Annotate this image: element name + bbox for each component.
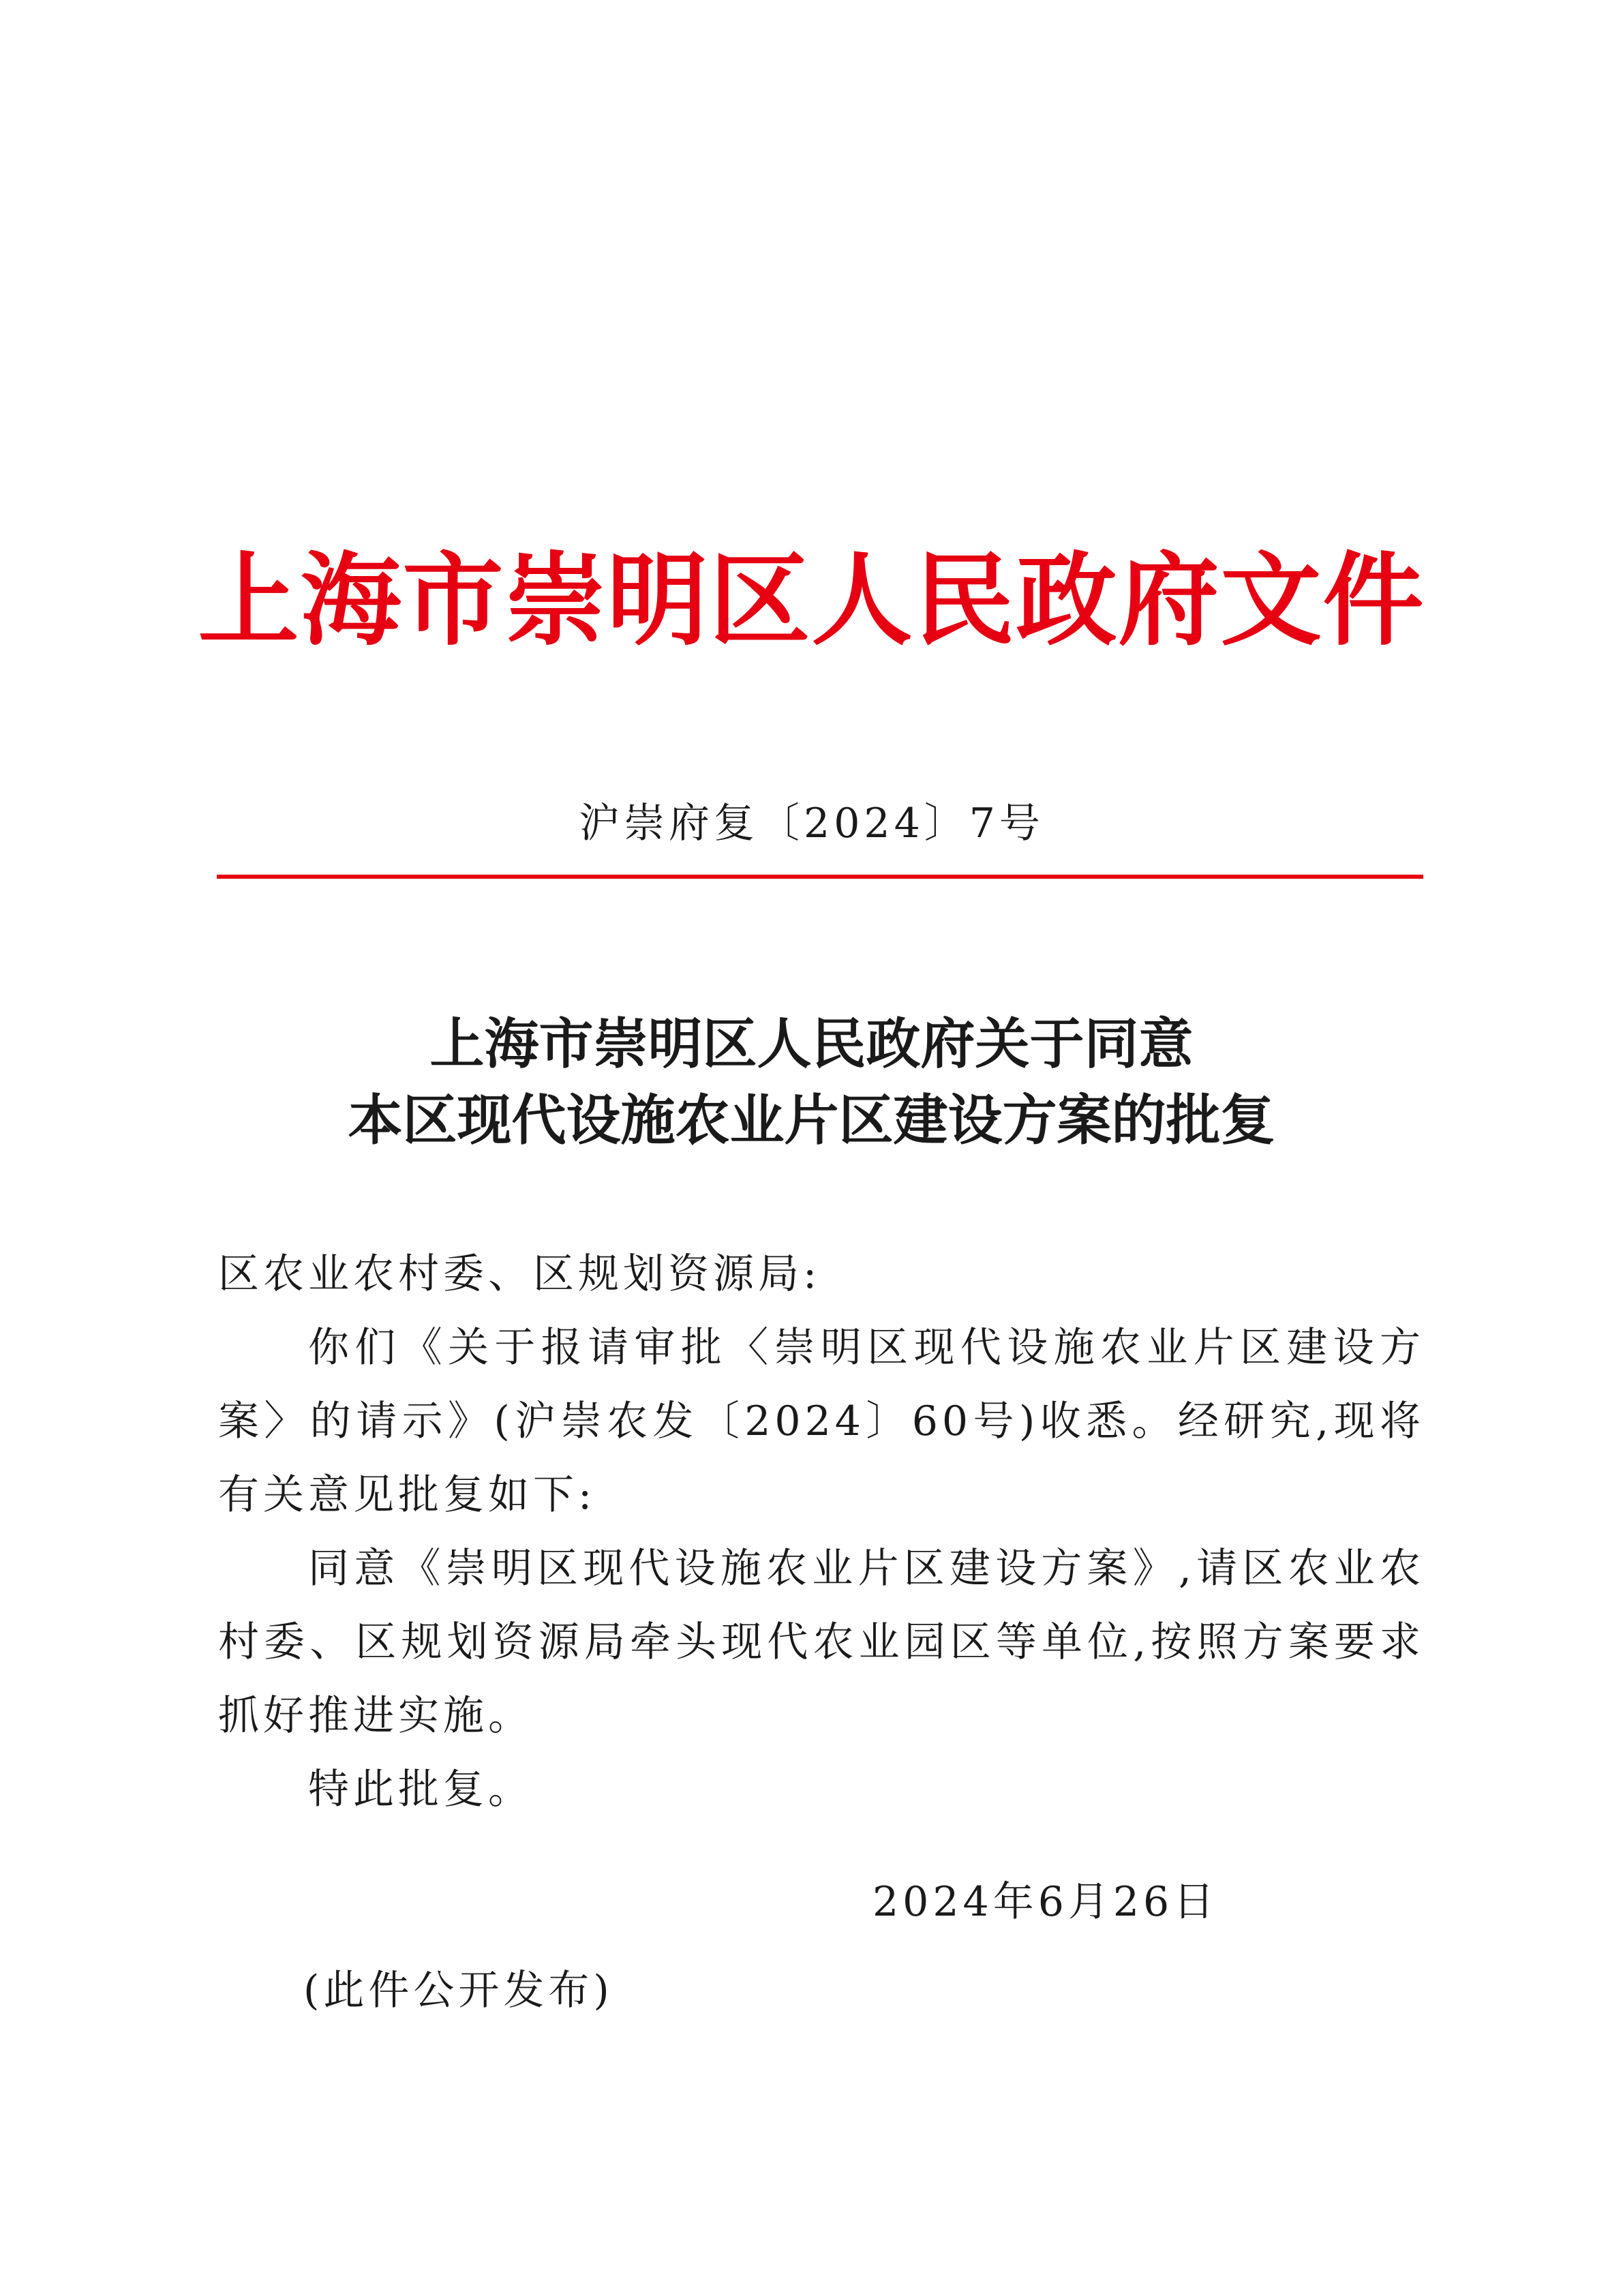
body-paragraph-2: 同意《崇明区现代设施农业片区建设方案》,请区农业农村委、区规划资源局牵头现代农业园区等单位,按照方案要求抓好推进实施。 (218, 1545, 1425, 1740)
title-line-1: 上海市崇明区人民政府关于同意 (429, 1012, 1194, 1076)
issuer-masthead: 上海市崇明区人民政府文件 (198, 541, 1425, 659)
body-paragraph-3: 特此批复。 (308, 1766, 533, 1813)
body-paragraph-1: 你们《关于报请审批〈崇明区现代设施农业片区建设方案〉的请示》(沪崇农发〔2024〕60号)收悉。经研究,现将有关意见批复如下: (218, 1324, 1425, 1519)
public-release-note: (此件公开发布) (303, 1967, 613, 2014)
document-title (0, 1006, 1623, 1158)
issue-date: 2024年6月26日 (873, 1878, 1219, 1926)
document-number: 沪崇府复〔2024〕7号 (579, 800, 1044, 847)
document-body (218, 1237, 1425, 1826)
recipients-line: 区农业农村委、区规划资源局: (218, 1250, 821, 1298)
red-divider (217, 875, 1423, 879)
title-line-2: 本区现代设施农业片区建设方案的批复 (348, 1088, 1275, 1152)
